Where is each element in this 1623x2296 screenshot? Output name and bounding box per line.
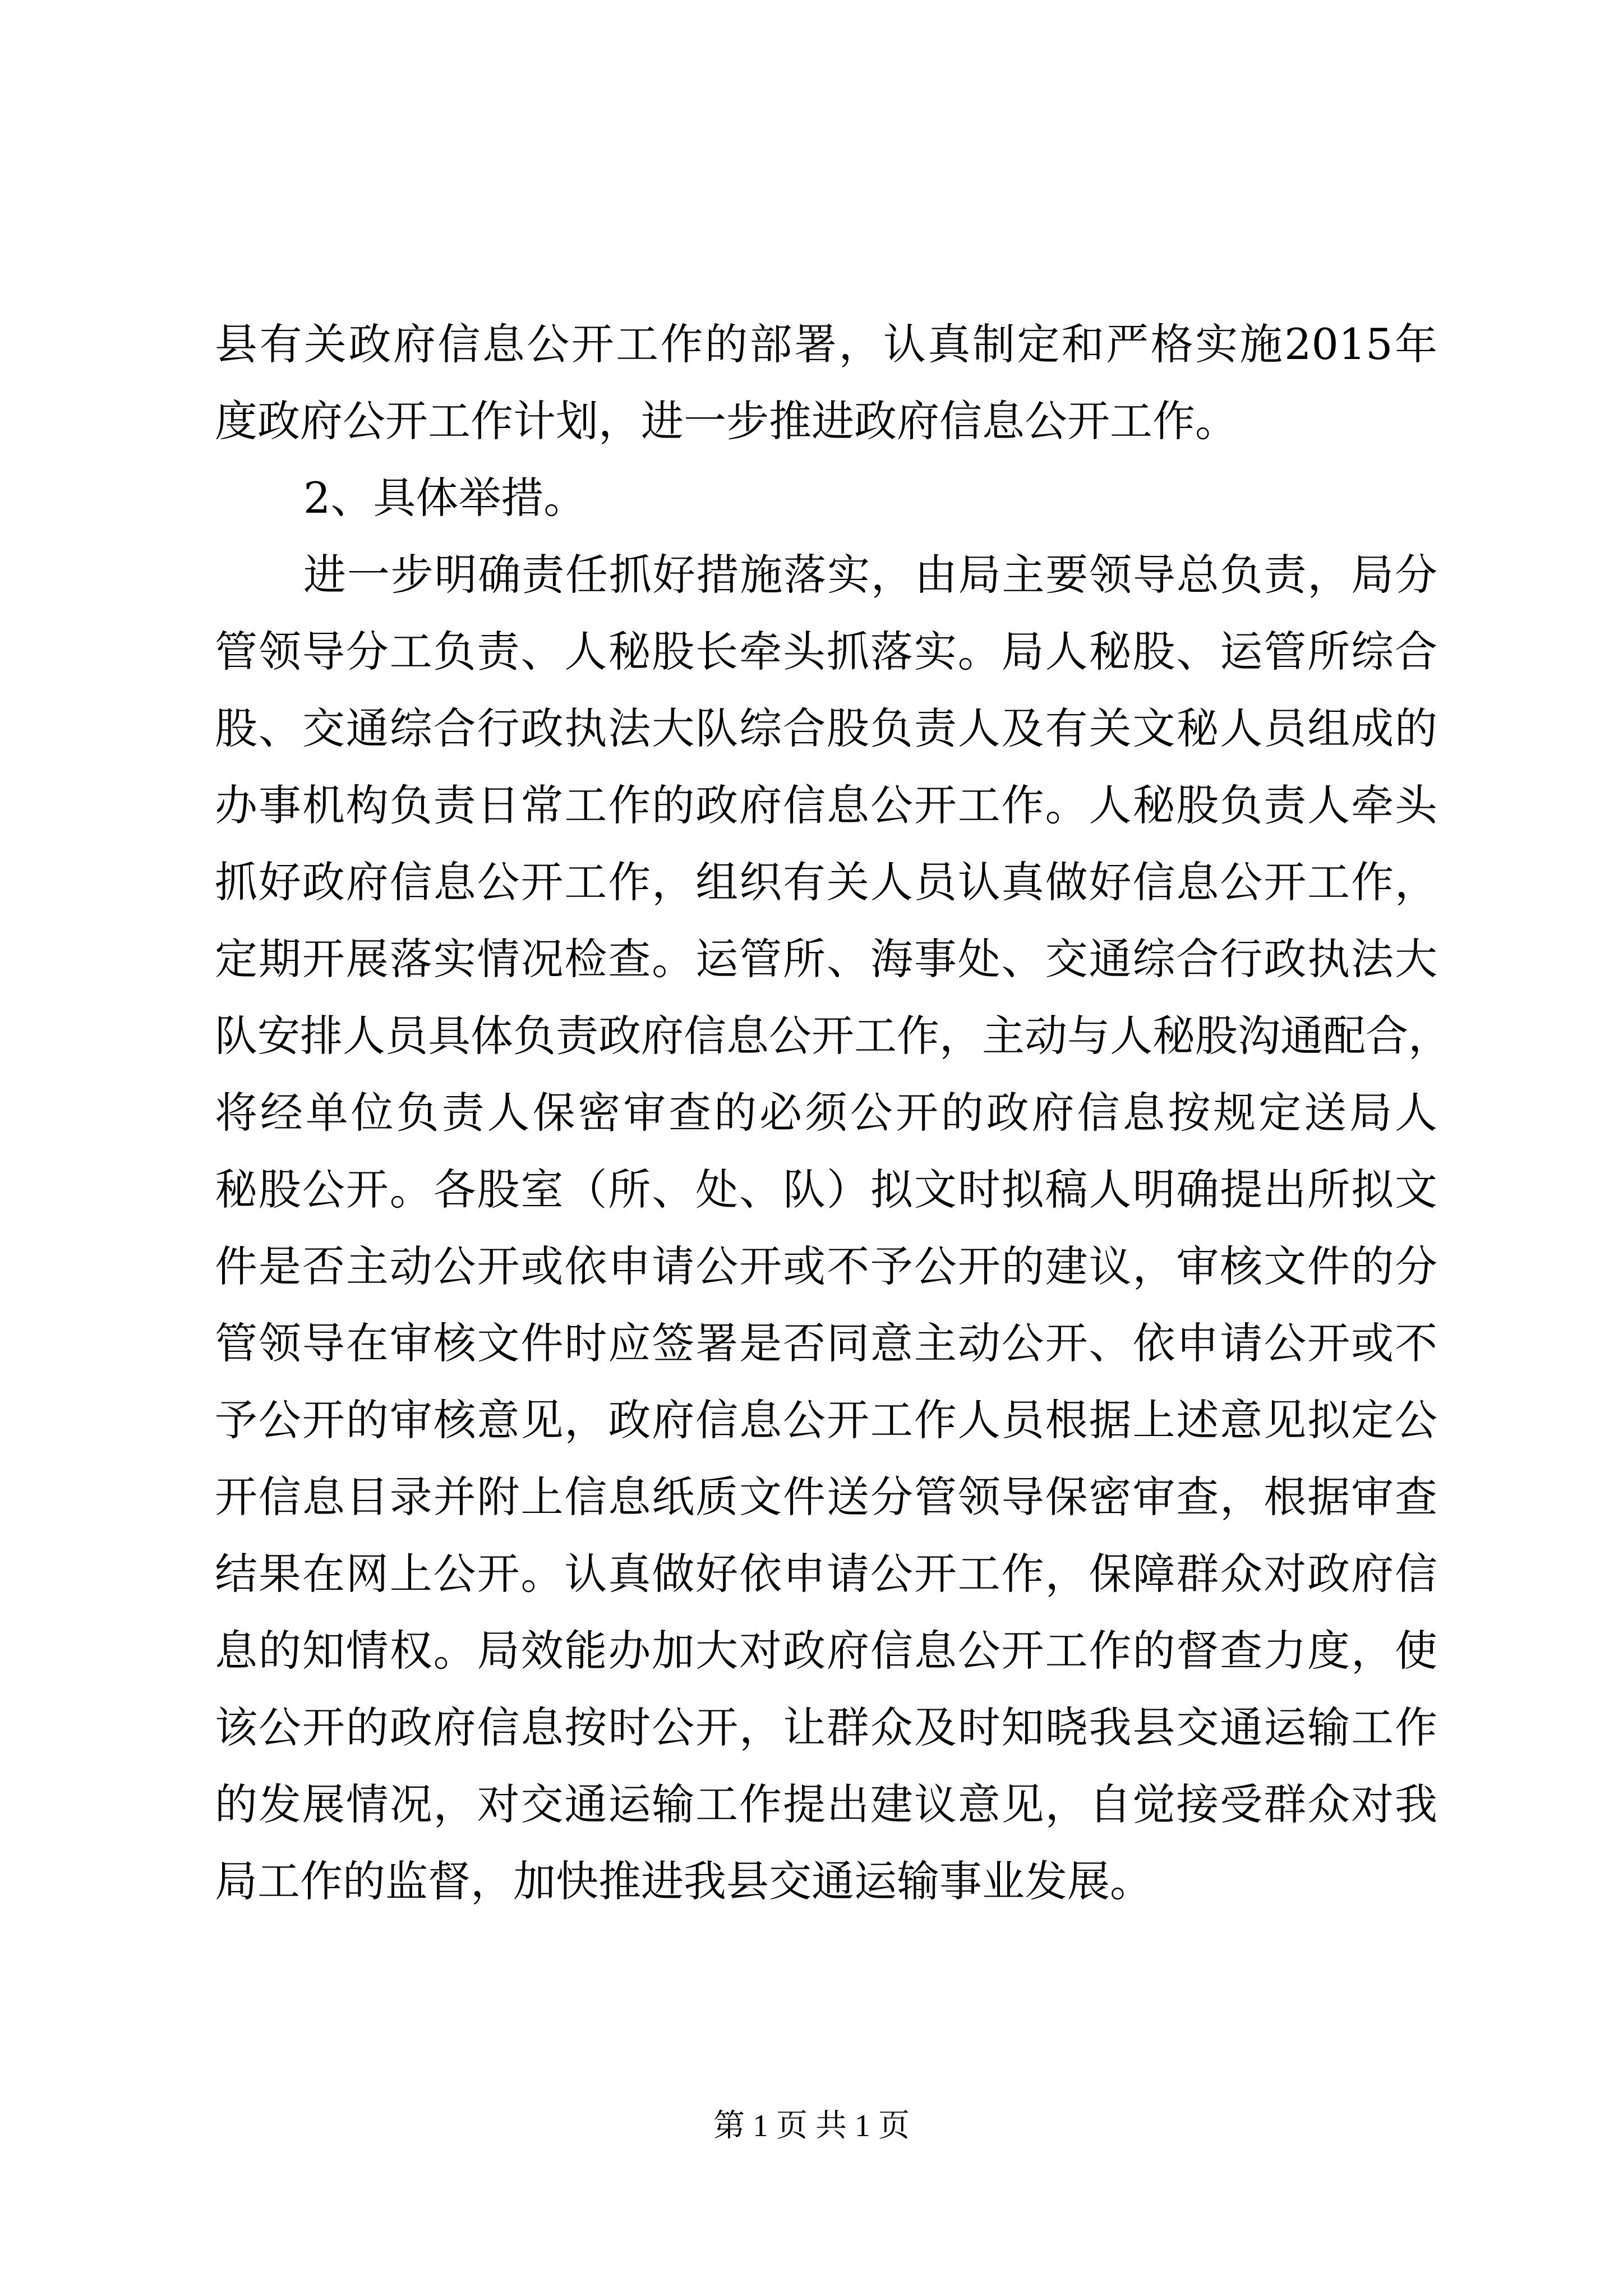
text-line: 管领导分工负责、人秘股长牵头抓落实。局人秘股、运管所综合	[215, 627, 1437, 677]
page-number-footer: 第 1 页 共 1 页	[713, 2109, 910, 2143]
text-line: 进一步明确责任抓好措施落实，由局主要领导总负责，局分	[303, 550, 1437, 600]
text-line: 定期开展落实情况检查。运管所、海事处、交通综合行政执法大	[215, 934, 1437, 984]
document-body	[215, 306, 1451, 1920]
text-line: 开信息目录并附上信息纸质文件送分管领导保密审查，根据审查	[215, 1472, 1437, 1522]
text-line: 队安排人员具体负责政府信息公开工作，主动与人秘股沟通配合，	[215, 1011, 1451, 1061]
text-line: 秘股公开。各股室（所、处、队）拟文时拟稿人明确提出所拟文	[215, 1165, 1437, 1214]
text-line: 管领导在审核文件时应签署是否同意主动公开、依申请公开或不	[215, 1318, 1437, 1368]
text-line: 度政府公开工作计划，进一步推进政府信息公开工作。	[215, 396, 1238, 446]
text-line: 将经单位负责人保密审查的必须公开的政府信息按规定送局人	[215, 1088, 1437, 1138]
text-line: 股、交通综合行政执法大队综合股负责人及有关文秘人员组成的	[215, 703, 1437, 753]
text-line: 办事机构负责日常工作的政府信息公开工作。人秘股负责人牵头	[215, 780, 1437, 830]
text-line: 予公开的审核意见，政府信息公开工作人员根据上述意见拟定公	[215, 1395, 1437, 1445]
text-line: 该公开的政府信息按时公开，让群众及时知晓我县交通运输工作	[215, 1703, 1437, 1752]
text-line: 抓好政府信息公开工作，组织有关人员认真做好信息公开工作，	[215, 857, 1437, 907]
text-line: 的发展情况，对交通运输工作提出建议意见，自觉接受群众对我	[215, 1779, 1437, 1829]
text-line: 县有关政府信息公开工作的部署，认真制定和严格实施2015年	[215, 319, 1437, 369]
text-line: 件是否主动公开或依申请公开或不予公开的建议，审核文件的分	[215, 1241, 1437, 1291]
section-heading: 2、具体举措。	[303, 473, 587, 523]
text-line: 息的知情权。局效能办加大对政府信息公开工作的督查力度，使	[215, 1626, 1437, 1676]
text-line: 局工作的监督，加快推进我县交通运输事业发展。	[215, 1856, 1152, 1906]
text-line: 结果在网上公开。认真做好依申请公开工作，保障群众对政府信	[215, 1549, 1437, 1599]
